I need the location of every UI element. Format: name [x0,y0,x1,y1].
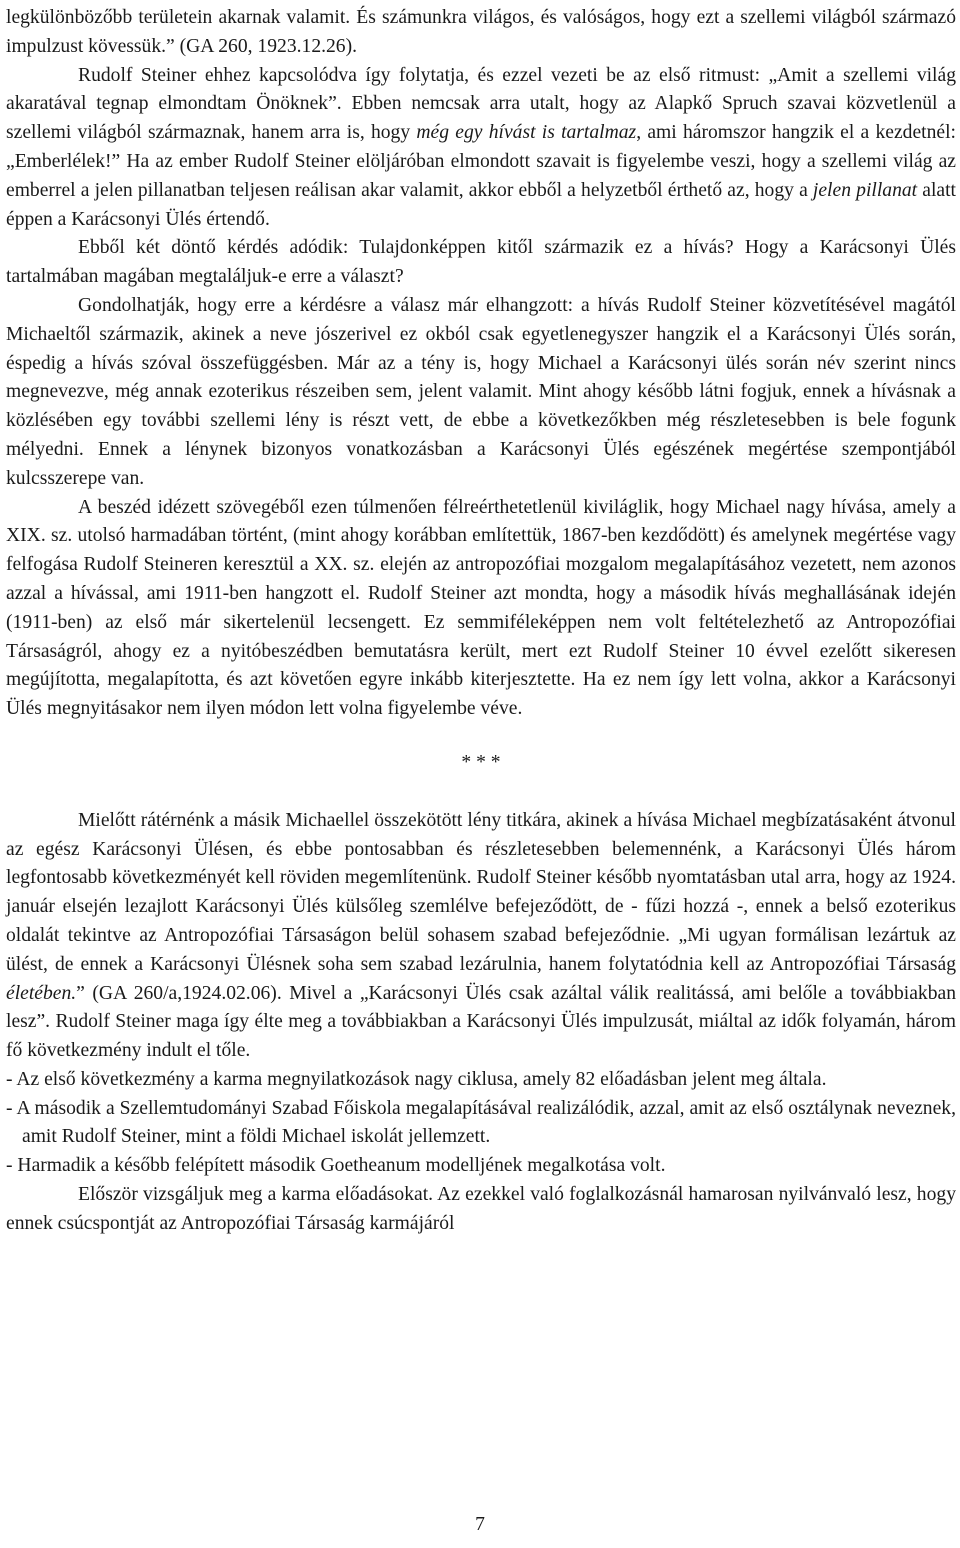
paragraph-text: legkülönbözőbb területein akarnak valamit. És számunkra világos, és valóságos, hogy ezt a szellemi világból származó impulzust kövessük.” (GA 260, 1923.12.26). [6,7,956,57]
paragraph-1 [6,4,956,62]
italic-phrase: jelen pillanat [812,179,918,201]
paragraph-text: Először vizsgáljuk meg a karma előadásokat. Az ezekkel való foglalkozásnál hamarosan nyilvánvaló lesz, hogy ennek csúcspontját az Antropozófiai Társaság karmájáról [6,1184,956,1234]
section-separator: * * * [461,751,501,773]
italic-phrase: életében. [6,982,77,1004]
list-item: - Harmadik a később felépített második Goetheanum modelljének megalkotása volt. [6,1155,666,1177]
paragraph-text: , ami háromszor hangzik el a kezdetnél: „Emberlélek!” Ha az ember Rudolf Steiner elöljáróban elmondott szavait is figyelembe veszi, hogy a szellemi világ az emberrel a jelen pillanatban teljesen reálisan akar valamit, akkor ebből a helyzetből érthető az, hogy a [6,122,956,201]
paragraph-4 [6,292,956,494]
paragraph-text: alatt éppen a Karácsonyi Ülés értendő. [6,179,956,230]
list-item: - Az első következmény a karma megnyilatkozások nagy ciklusa, amely 82 előadásban jelent meg általa. [6,1068,827,1090]
paragraph-5 [6,494,956,724]
paragraph-3 [6,234,956,292]
consequence-list [6,1066,956,1181]
page-number: 7 [475,1514,485,1535]
paragraph-7 [6,1181,956,1239]
paragraph-text: ” (GA 260/a,1924.02.06). Mivel a „Karácsonyi Ülés csak azáltal válik realitássá, ami belőle a továbbiakban lesz”. Rudolf Steiner maga így élte meg a továbbiakban a Karácsonyi Ülés impulzusát, miáltal az idők folyamán, három fő következmény indult el tőle. [6,982,956,1062]
paragraph-text: A beszéd idézett szövegéből ezen túlmenően félreérthetetlenül kiviláglik, hogy Michael nagy hívása, amely a XIX. sz. utolsó harmadában történt, (mint ahogy korábban említettük, 1867-ben kezdődött) és amelynek megértése vagy felfogása Rudolf Steineren keresztül a XX. sz. elején az antropozófiai mozgalom megalapításához vezetett, nem azonos azzal a hívással, ami 1911-ben hangzott el. Rudolf Steiner azt mondta, hogy a második hívás meghallásának idején (1911-ben) az első már sikertelenül lecsengett. Ez semmiféleképpen nem volt feltételezhető az Antropozófiai Társaságról, ahogy ez a nyitóbeszédben bemutatásra került, mert ezt Rudolf Steiner 10 évvel ezelőtt sikeresen megújította, megalapította, és azt követően egyre inkább kiterjesztette. Ha ez nem így lett volna, akkor a Karácsonyi Ülés megnyitásakor nem ilyen módon lett volna figyelembe véve. [6,496,956,720]
paragraph-2 [6,62,956,235]
paragraph-text: Rudolf Steiner ehhez kapcsolódva így folytatja, és ezzel vezeti be az első ritmust: „Amit a szellemi világ akaratával tegnap elmondtam Önöknek”. Ebben nemcsak arra utalt, hogy az Alapkő Spruch szavai közvetlenül a szellemi világból származnak, hanem arra is, hogy [6,64,956,144]
document-page [6,4,956,1239]
list-item: - A második a Szellemtudományi Szabad Főiskola megalapításával realizálódik, azzal, amit az első osztálynak neveznek, amit Rudolf Steiner, mint a földi Michael iskolát jellemzett. [6,1097,956,1148]
italic-phrase: még egy hívást is tartalmaz [416,122,637,144]
paragraph-text: Ebből két döntő kérdés adódik: Tulajdonképpen kitől származik ez a hívás? Hogy a Karácsonyi Ülés tartalmában magában megtaláljuk-e erre a választ? [6,237,956,288]
paragraph-text: Mielőtt rátérnénk a másik Michaellel összekötött lény titkára, akinek a hívása Michael megbízatásaként átvonul az egész Karácsonyi Ülésen, és ebbe pontosabban és részletesebben belemennénk, a Karácsonyi Ülés három legfontosabb következményét kell röviden megemlítenünk. Rudolf Steiner később nyomtatásban utal arra, hogy az 1924. január elsején lezajlott Karácsonyi Ülés külsőleg szemlélve befejeződött, de - fűzi hozzá -, ennek a belső ezoterikus oldalát tekintve az Antropozófiai Társaságon belül sohasem szabad befejeződnie. „Mi ugyan formálisan lezártuk az ülést, de ennek a Karácsonyi Ülésnek soha sem szabad lezárulnia, hanem folytatódnia kell az Antropozófiai Társaság [6,809,956,975]
paragraph-6 [6,807,956,1066]
paragraph-text: Gondolhatják, hogy erre a kérdésre a válasz már elhangzott: a hívás Rudolf Steiner közvetítésével magától Michaeltől származik, akinek a neve jószerivel ez okból csak egyetlenegyszer hangzik el a Karácsonyi Ülés során, éspedig a hívás szóval összefüggésben. Már az a tény is, hogy Michael a Karácsonyi ülés során név szerint nincs megnevezve, még annak ezoterikus részeiben sem, jelent valamit. Mint ahogy később látni fogjuk, ennek a hívásnak a közlésében egy további szellemi lény is részt vett, de ebbe a következőkben még részletesebben is bele fogunk mélyedni. Ennek a lénynek bizonyos vonatkozásban a Karácsonyi Ülés egészének megértése szempontjából kulcsszerepe van. [6,294,956,489]
